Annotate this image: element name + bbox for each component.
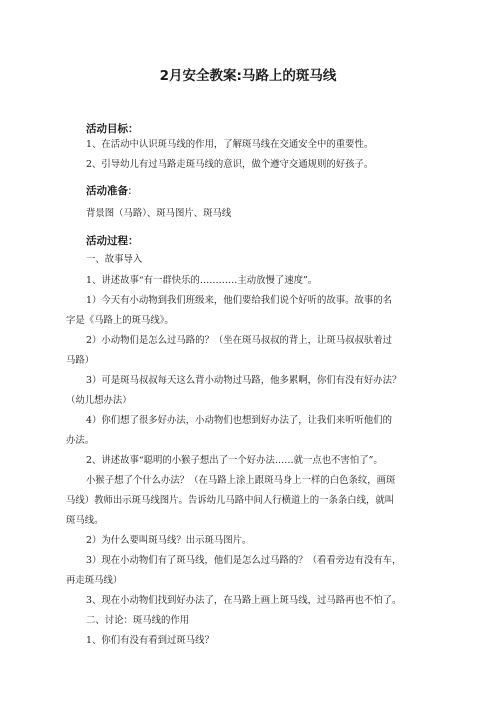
paragraph-line: 1、你们有没有看到过斑马线？ bbox=[86, 635, 214, 646]
paragraph-line: 1）今天有小动物到我们班级来，他们要给我们说个好听的故事。故事的名 bbox=[86, 295, 392, 306]
paragraph-line: 小猴子想了个什么办法？（在马路上涂上跟斑马身上一样的白色条纹，画斑 bbox=[86, 475, 396, 486]
paragraph-line: 马线）教师出示斑马线图片。告诉幼儿马路中间人行横道上的一条条白线，就叫 bbox=[66, 495, 395, 506]
prep-materials: 背景图（马路）、斑马图片、斑马线 bbox=[86, 208, 232, 219]
paragraph-line: 再走斑马线） bbox=[66, 575, 123, 586]
paragraph-line: 3）可是斑马叔叔每天这么背小动物过马路，他多累啊，你们有没有好办法？ bbox=[86, 375, 402, 386]
paragraph-line: 3）现在小动物们有了斑马线，他们是怎么过马路的？（看看旁边有没有车， bbox=[86, 555, 402, 566]
paragraph-line: 4）你们想了很多好办法，小动物们也想到好办法了，让我们来听听他们的 bbox=[86, 415, 392, 426]
paragraph-line: 3、现在小动物们找到好办法了，在马路上画上斑马线，过马路再也不怕了。 bbox=[86, 595, 402, 606]
goal-line-2: 2、引导幼儿有过马路走斑马线的意识，做个遵守交通规则的好孩子。 bbox=[86, 159, 374, 170]
paragraph-line: 办法。 bbox=[66, 435, 95, 446]
section-heading-goals: 活动目标： bbox=[86, 123, 139, 135]
goal-line-1: 1、在活动中认识斑马线的作用，了解斑马线在交通安全中的重要性。 bbox=[86, 139, 374, 150]
subsection-discussion: 二、讨论：斑马线的作用 bbox=[86, 615, 190, 626]
subsection-story-intro: 一、故事导入 bbox=[86, 254, 143, 265]
paragraph-line: 2）为什么要叫斑马线？出示斑马图片。 bbox=[86, 535, 252, 546]
document-title: 2月安全教案:马路上的斑马线 bbox=[159, 68, 337, 84]
paragraph-line: （幼儿想办法） bbox=[66, 395, 132, 406]
paragraph-line: 马路） bbox=[66, 355, 95, 366]
paragraph-line: 1、讲述故事“有一群快乐的…………主动放慢了速度”。 bbox=[86, 275, 318, 286]
section-heading-prep: 活动准备: bbox=[86, 185, 132, 197]
paragraph-line: 2、讲述故事“聪明的小猴子想出了一个好办法……就一点也不害怕了”。 bbox=[86, 455, 383, 466]
paragraph-line: 字是《马路上的斑马线》。 bbox=[66, 315, 174, 326]
paragraph-line: 2）小动物们是怎么过马路的？（坐在斑马叔叔的背上，让斑马叔叔驮着过 bbox=[86, 335, 392, 346]
paragraph-line: 斑马线。 bbox=[66, 515, 104, 526]
section-heading-process: 活动过程： bbox=[86, 235, 139, 247]
